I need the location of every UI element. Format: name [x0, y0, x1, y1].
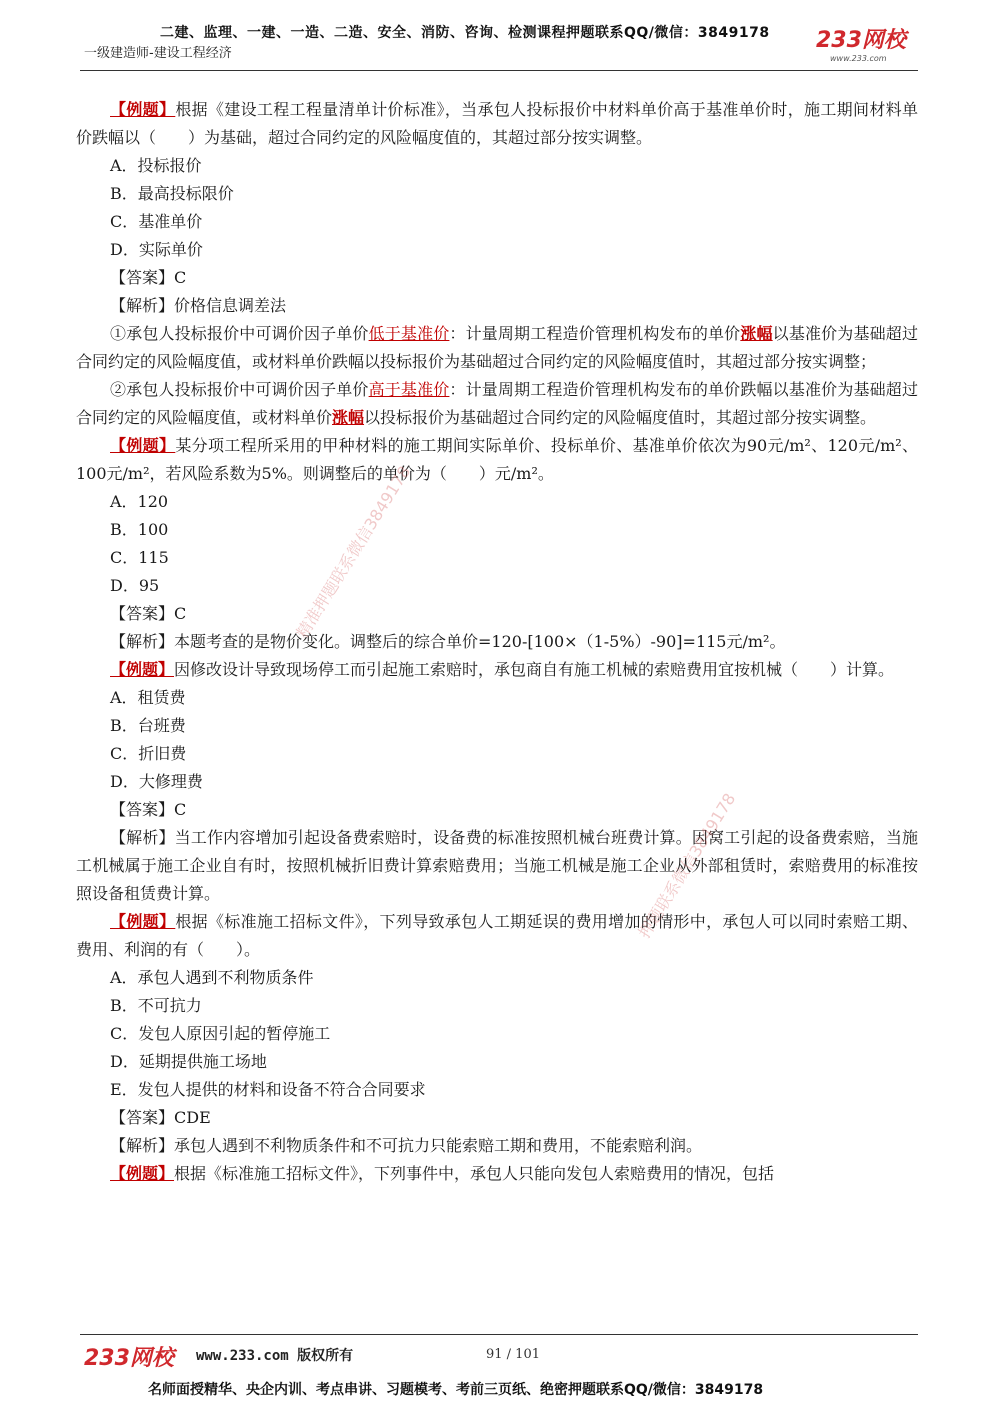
option: D．95 [110, 576, 160, 595]
brand-logo: 233网校 [816, 28, 906, 53]
answer-line: 【答案】C [110, 800, 187, 819]
footer-logo: 233网校 [84, 1346, 174, 1371]
question-2-stem: 【例题】某分项工程所采用的甲种材料的施工期间实际单价、投标单价、基准单价依次为90元/m²、120元/m²、100元/m²，若风险系数为5%。则调整后的单价为（ ）元/m²。 [76, 436, 918, 483]
option: A．投标报价 [110, 156, 202, 175]
option: A．120 [110, 492, 169, 511]
option: B．不可抗力 [110, 996, 202, 1015]
example-tag: 【例题】 [110, 1164, 175, 1183]
analysis-paragraph: 【解析】当工作内容增加引起设备费索赔时，设备费的标准按照机械台班费计算。因窝工引起的设备费索赔，当施工机械属于施工企业自有时，按照机械折旧费计算索赔费用；当施工机械是施工企业从外部租赁时，索赔费用的标准按照设备租赁费计算。 [76, 828, 918, 903]
logo-url: www.233.com [830, 54, 887, 63]
analysis-point-1: ①承包人投标报价中可调价因子单价低于基准价：计量周期工程造价管理机构发布的单价涨幅以基准价为基础超过合同约定的风险幅度值，或材料单价跌幅以投标报价为基础超过合同约定的风险幅度值时，其超过部分按实调整； [76, 324, 918, 371]
question-5-stem: 【例题】根据《标准施工招标文件》，下列事件中，承包人只能向发包人索赔费用的情况，包括 [110, 1164, 775, 1183]
header-promo: 二建、监理、一建、一造、二造、安全、消防、咨询、检测课程押题联系QQ/微信：3849178 [160, 25, 770, 41]
watermark: 精准押题联系微信3849178 [292, 462, 415, 642]
highlight-text: 涨幅 [332, 408, 365, 427]
answer-line: 【答案】C [110, 604, 187, 623]
example-tag: 【例题】 [110, 912, 176, 931]
example-tag: 【例题】 [110, 436, 176, 455]
option: B．台班费 [110, 716, 186, 735]
answer-line: 【答案】C [110, 268, 187, 287]
footer-copyright: www.233.com 版权所有 [196, 1348, 354, 1364]
watermark: 押题联系微信3849178 [634, 789, 740, 942]
option: B．100 [110, 520, 169, 539]
highlight-text: 高于基准价 [368, 380, 450, 399]
example-tag: 【例题】 [110, 100, 176, 119]
analysis-point-2: ②承包人投标报价中可调价因子单价高于基准价：计量周期工程造价管理机构发布的单价跌幅以基准价为基础超过合同约定的风险幅度值，或材料单价涨幅以投标报价为基础超过合同约定的风险幅度值时，其超过部分按实调整。 [76, 380, 918, 427]
option: C．发包人原因引起的暂停施工 [110, 1024, 331, 1043]
example-tag: 【例题】 [110, 660, 175, 679]
option: E．发包人提供的材料和设备不符合合同要求 [110, 1080, 426, 1099]
option: C．基准单价 [110, 212, 203, 231]
option: A．租赁费 [110, 688, 186, 707]
option: C．折旧费 [110, 744, 187, 763]
footer-rule [80, 1334, 918, 1335]
header-subtitle: 一级建造师-建设工程经济 [84, 46, 232, 61]
header-rule [80, 70, 918, 71]
page-number: 91 / 101 [486, 1347, 540, 1362]
option: A．承包人遇到不利物质条件 [110, 968, 314, 987]
option: D．实际单价 [110, 240, 203, 259]
option: C．115 [110, 548, 169, 567]
analysis-line: 【解析】价格信息调差法 [110, 296, 287, 315]
question-4-stem: 【例题】根据《标准施工招标文件》，下列导致承包人工期延误的费用增加的情形中，承包人可以同时索赔工期、费用、利润的有（ ）。 [76, 912, 918, 959]
question-3-stem: 【例题】因修改设计导致现场停工而引起施工索赔时，承包商自有施工机械的索赔费用宜按机械（ ）计算。 [110, 660, 895, 679]
analysis-line: 【解析】本题考查的是物价变化。调整后的综合单价=120-[100×（1-5%）-90]=115元/m²。 [110, 632, 786, 651]
highlight-text: 涨幅 [740, 324, 773, 343]
option: D．大修理费 [110, 772, 203, 791]
highlight-text: 低于基准价 [368, 324, 450, 343]
footer-promo: 名师面授精华、央企内训、考点串讲、习题模考、考前三页纸、绝密押题联系QQ/微信：3849178 [148, 1382, 764, 1398]
analysis-line: 【解析】承包人遇到不利物质条件和不可抗力只能索赔工期和费用，不能索赔利润。 [110, 1136, 703, 1155]
question-1-stem: 【例题】根据《建设工程工程量清单计价标准》，当承包人投标报价中材料单价高于基准单价时，施工期间材料单价跌幅以（ ）为基础，超过合同约定的风险幅度值的，其超过部分按实调整。 [76, 100, 918, 147]
option: D．延期提供施工场地 [110, 1052, 267, 1071]
option: B．最高投标限价 [110, 184, 234, 203]
answer-line: 【答案】CDE [110, 1108, 211, 1127]
page-content [76, 96, 918, 1188]
